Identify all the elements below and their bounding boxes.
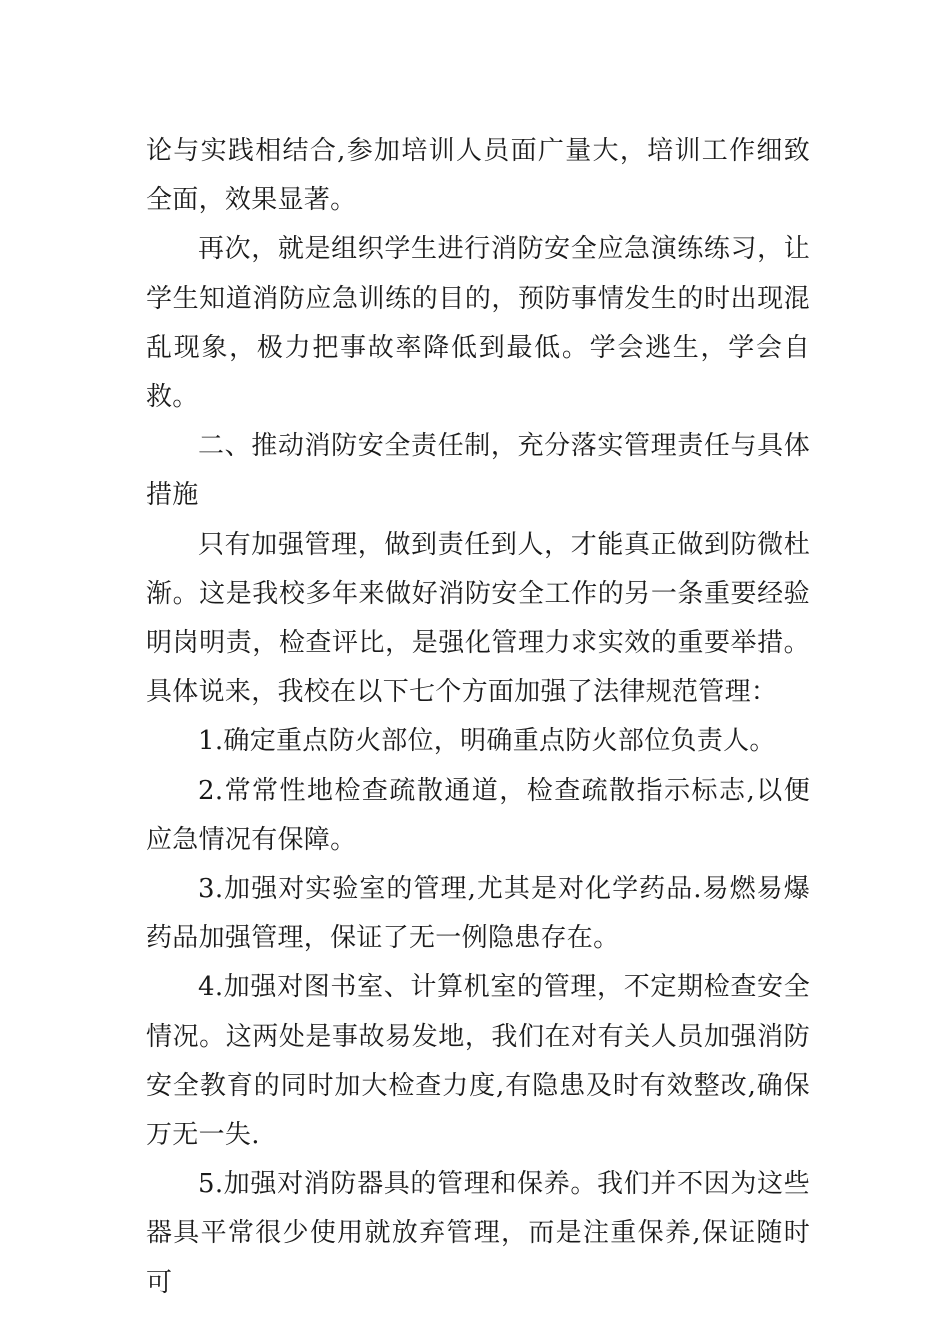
document-body [146, 127, 810, 1308]
paragraph-management: 只有加强管理，做到责任到人，才能真正做到防微杜渐。这是我校多年来做好消防安全工作的另一条重要经验明岗明责，检查评比，是强化管理力求实效的重要举措。具体说来，我校在以下七个方面加强了法律规范管理： [146, 529, 810, 708]
list-item-2: 2.常常性地检查疏散通道，检查疏散指示标志,以便应急情况有保障。 [146, 775, 810, 855]
list-item-3: 3.加强对实验室的管理,尤其是对化学药品.易燃易爆药品加强管理，保证了无一例隐患存在。 [146, 874, 810, 954]
paragraph-fire-drill: 再次，就是组织学生进行消防安全应急演练练习，让学生知道消防应急训练的目的，预防事情发生的时出现混乱现象，极力把事故率降低到最低。学会逃生，学会自救。 [146, 234, 810, 413]
list-item-4: 4.加强对图书室、计算机室的管理，不定期检查安全情况。这两处是事故易发地，我们在对有关人员加强消防安全教育的同时加大检查力度,有隐患及时有效整改,确保万无一失. [146, 972, 810, 1151]
section-heading-responsibility: 二、推动消防安全责任制，充分落实管理责任与具体措施 [146, 431, 810, 511]
list-item-1: 1.确定重点防火部位，明确重点防火部位负责人。 [198, 726, 776, 757]
paragraph-continuation: 论与实践相结合,参加培训人员面广量大，培训工作细致全面，效果显著。 [146, 136, 810, 216]
list-item-5: 5.加强对消防器具的管理和保养。我们并不因为这些器具平常很少使用就放弃管理，而是注重保养,保证随时可 [146, 1169, 810, 1298]
